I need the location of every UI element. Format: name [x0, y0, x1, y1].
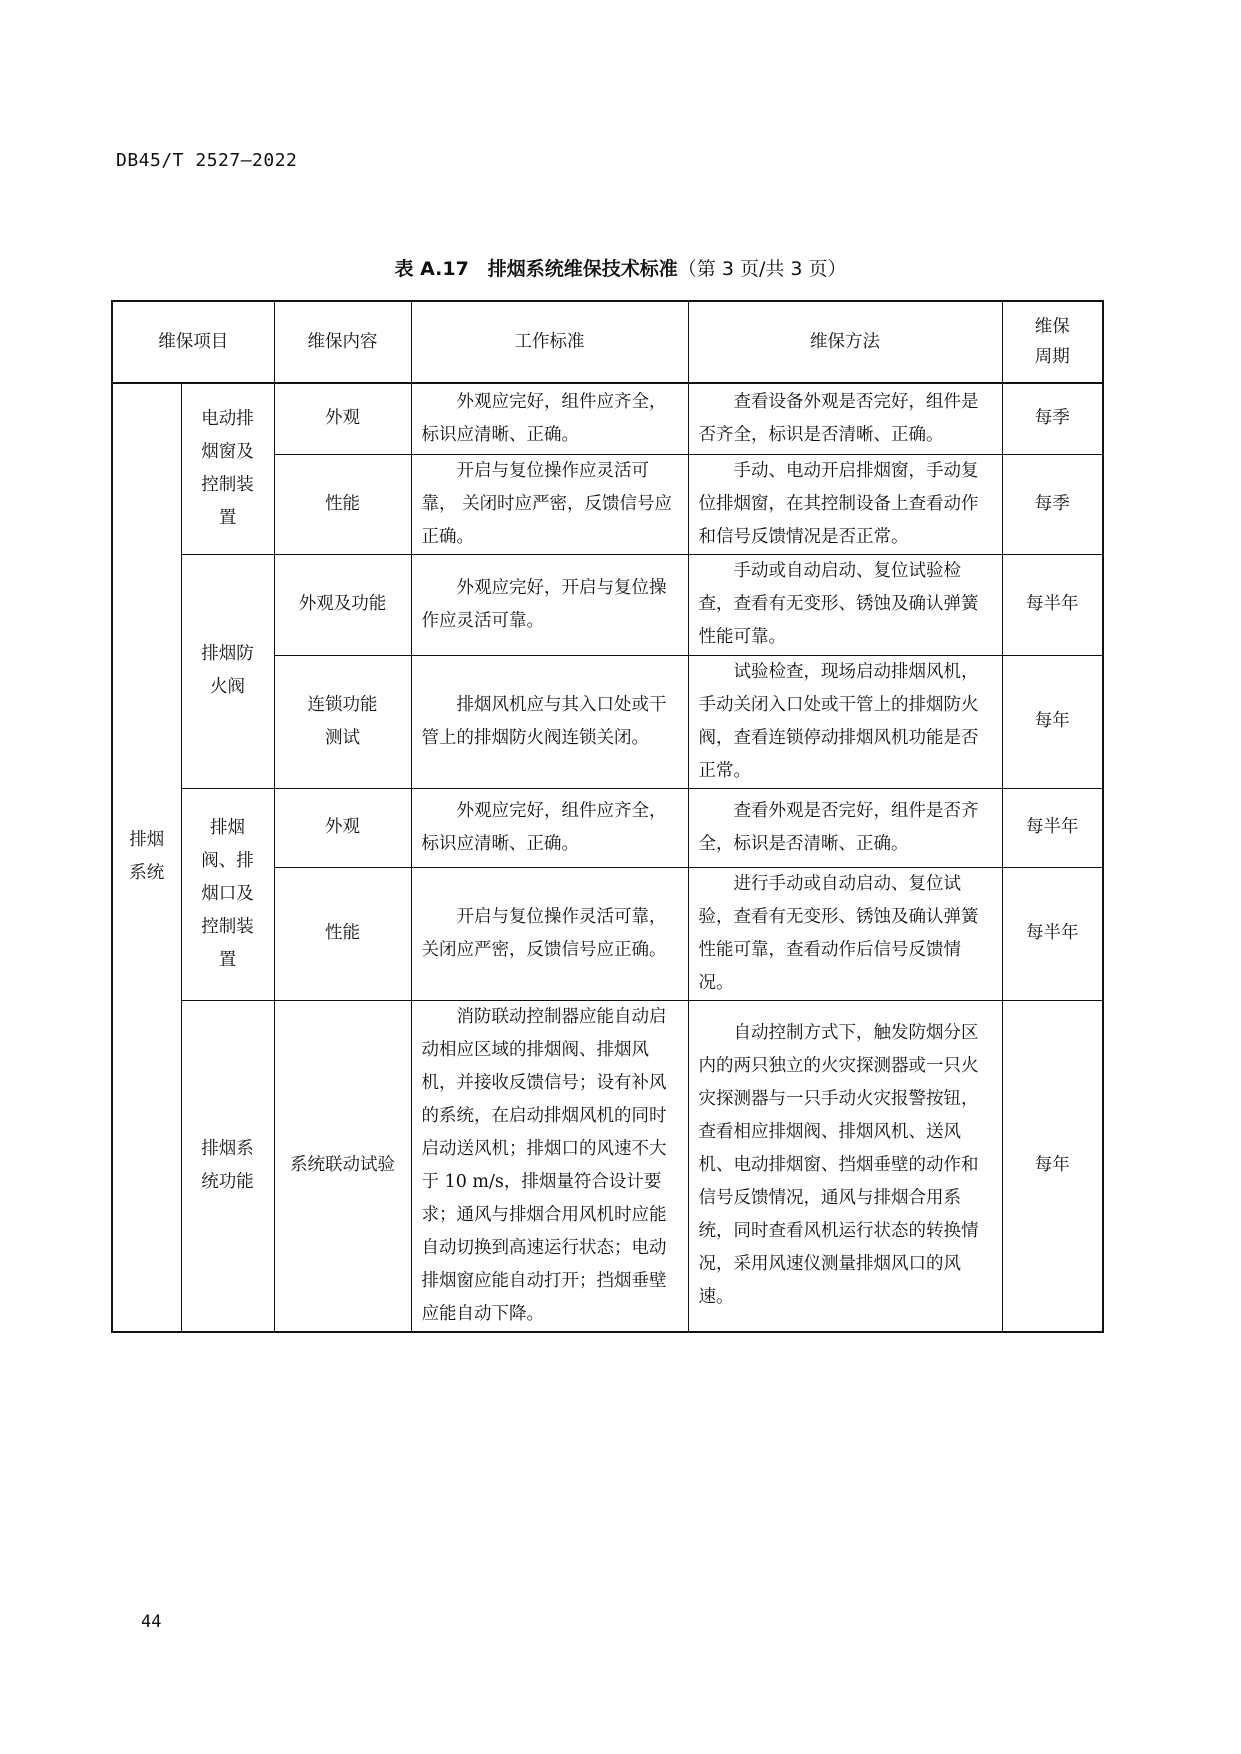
content-cell: 连锁功能测试 [274, 655, 411, 788]
document-code: DB45/T 2527—2022 [116, 150, 298, 171]
method-cell: 查看外观是否完好，组件是否齐全，标识是否清晰、正确。 [688, 788, 1002, 867]
header-content: 维保内容 [274, 301, 411, 383]
table-row [112, 788, 1103, 867]
standard-cell: 开启与复位操作灵活可靠，关闭应严密，反馈信号应正确。 [411, 867, 688, 1000]
table-title-main: 表 A.17 排烟系统维保技术标准 [394, 258, 678, 280]
standard-cell: 开启与复位操作应灵活可靠， 关闭时应严密，反馈信号应正确。 [411, 454, 688, 554]
header-standard: 工作标准 [411, 301, 688, 383]
header-method: 维保方法 [688, 301, 1002, 383]
method-cell: 手动、电动开启排烟窗，手动复位排烟窗，在其控制设备上查看动作和信号反馈情况是否正常。 [688, 454, 1002, 554]
table-header-row [112, 301, 1103, 383]
standard-cell: 外观应完好，组件应齐全，标识应清晰、正确。 [411, 788, 688, 867]
method-cell: 手动或自动启动、复位试验检查，查看有无变形、锈蚀及确认弹簧性能可靠。 [688, 554, 1002, 655]
header-item: 维保项目 [112, 301, 274, 383]
system-cell: 排烟系统 [112, 383, 181, 1332]
method-cell: 试验检查，现场启动排烟风机，手动关闭入口处或干管上的排烟防火阀，查看连锁停动排烟风机功能是否正常。 [688, 655, 1002, 788]
period-cell: 每年 [1002, 1000, 1103, 1332]
standard-cell: 消防联动控制器应能自动启动相应区域的排烟阀、排烟风机，并接收反馈信号；设有补风的系统，在启动排烟风机的同时启动送风机；排烟口的风速不大于 10 m/s，排烟量符合设计要求；通风与排烟合用风机时应能自动切换到高速运行状态；电动排烟窗应能自动打开；挡烟垂壁应能自动下降。 [411, 1000, 688, 1332]
content-cell: 系统联动试验 [274, 1000, 411, 1332]
table-title-page-info: （第 3 页/共 3 页） [677, 258, 847, 280]
standard-cell: 外观应完好，组件应齐全，标识应清晰、正确。 [411, 383, 688, 454]
period-cell: 每半年 [1002, 867, 1103, 1000]
standard-cell: 排烟风机应与其入口处或干管上的排烟防火阀连锁关闭。 [411, 655, 688, 788]
header-period: 维保周期 [1002, 301, 1103, 383]
method-cell: 自动控制方式下，触发防烟分区内的两只独立的火灾探测器或一只火灾探测器与一只手动火灾报警按钮，查看相应排烟阀、排烟风机、送风机、电动排烟窗、挡烟垂壁的动作和信号反馈情况，通风与排烟合用系统，同时查看风机运行状态的转换情况，采用风速仪测量排烟风口的风速。 [688, 1000, 1002, 1332]
table-row [112, 1000, 1103, 1332]
method-cell: 查看设备外观是否完好，组件是否齐全，标识是否清晰、正确。 [688, 383, 1002, 454]
table-row [112, 383, 1103, 454]
content-cell: 外观 [274, 383, 411, 454]
group-name-cell: 排烟系统功能 [181, 1000, 274, 1332]
group-name-cell: 排烟防火阀 [181, 554, 274, 788]
content-cell: 性能 [274, 454, 411, 554]
method-cell: 进行手动或自动启动、复位试验，查看有无变形、锈蚀及确认弹簧性能可靠，查看动作后信号反馈情况。 [688, 867, 1002, 1000]
table-row [112, 554, 1103, 655]
maintenance-standard-table [111, 300, 1104, 1333]
content-cell: 外观 [274, 788, 411, 867]
period-cell: 每季 [1002, 454, 1103, 554]
page-number: 44 [141, 1612, 162, 1632]
period-cell: 每半年 [1002, 554, 1103, 655]
period-cell: 每半年 [1002, 788, 1103, 867]
group-name-cell: 电动排烟窗及控制装置 [181, 383, 274, 554]
period-cell: 每季 [1002, 383, 1103, 454]
group-name-cell: 排烟阀、排烟口及控制装置 [181, 788, 274, 1000]
content-cell: 性能 [274, 867, 411, 1000]
table-title [0, 254, 1241, 281]
period-cell: 每年 [1002, 655, 1103, 788]
standard-cell: 外观应完好，开启与复位操作应灵活可靠。 [411, 554, 688, 655]
content-cell: 外观及功能 [274, 554, 411, 655]
